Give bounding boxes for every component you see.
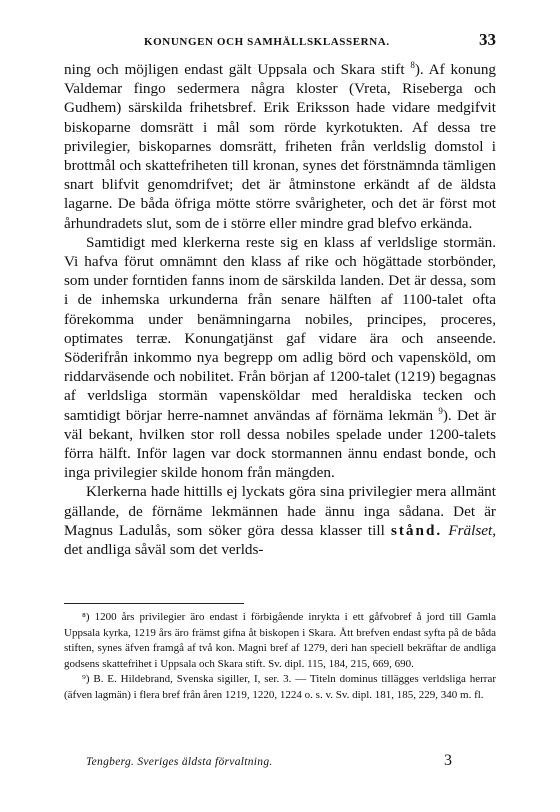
paragraph-3-italic-word: Frälset, (448, 521, 496, 539)
footnote-8: ⁸) 1200 års privilegier äro endast i förbigående inrykta i ett gåfvobref å jord till Gamla Uppsala kyrka, 1219 års äro främst gifna åt biskopen i Skara. Ått brefven endast syfta på de båda stiften, synes äfven framgå af två kon. Magni bref af 1279, deri han speciell bekräftar de andliga godsens skattefrihet i Uppsala och Skara stift. Sv. dipl. 115, 184, 215, 669, 690. (64, 611, 496, 670)
paragraph-2 (64, 233, 496, 483)
footnotes (64, 610, 496, 704)
paragraph-3-spaced-word: stånd. (390, 521, 443, 539)
body-text (64, 60, 496, 559)
running-head (64, 30, 496, 50)
footnote-ref-9: 9 (438, 405, 443, 416)
paragraph-3 (64, 482, 496, 559)
paragraph-2-text-b: ). Det är väl bekant, hvilken stor roll dessa nobiles spelade under 1200-talets förra hälft. Inför lagen var dock stormannen ännu endast bonde, och inga privilegier skilde honom från mängden. (64, 406, 497, 482)
sheet-number: 3 (444, 752, 452, 769)
signature-line: Tengberg. Sveriges äldsta förvaltning. (86, 756, 273, 768)
paragraph-2-text-a: Samtidigt med klerkerna reste sig en klass af verldslige stormän. Vi hafva förut omnämnt den klass af rike och högättade storbönder, som under forntiden fanns inom de särskilda landen. Det är dessa, som i de inhemska urkunderna från senare hälften af 1100-talet ofta förekomma under benämningarna nobiles, principes, proceres, optimates terræ. Konungatjänst gaf vidare ära och anseende. Söderifrån inkommo nya begrepp om adlig börd och vapensköld, om riddarväsende och nobilitet. Från början af 1200-talet (1219) begagnas af verldsliga stormän vapensköldar med heraldiska tecken och samtidigt börjar herre-namnet användas af förnäma lekmän (64, 233, 496, 424)
page-number: 33 (479, 30, 496, 49)
paragraph-1 (64, 60, 496, 233)
footnote-rule (64, 603, 244, 604)
footnote-9: ⁹) B. E. Hildebrand, Svenska sigiller, I, ser. 3. — Titeln dominus tillägges verldsliga herrar (äfven lagmän) i flera bref från åren 1219, 1220, 1224 o. s. v. Sv. dipl. 181, 185, 229, 340 m. fl. (64, 673, 496, 701)
footnote-ref-8: 8 (410, 59, 415, 70)
paragraph-3-text-a: Klerkerna hade hittills ej lyckats göra sina privilegier mera allmänt gällande, de förnäme lekmännen hade ännu inga sådana. Det är Magnus Ladulås, som söker göra dessa klasser till (64, 483, 496, 539)
running-title: KONUNGEN OCH SAMHÄLLSKLASSERNA. (144, 36, 390, 48)
paragraph-1-text-b: ). Af konung Valdemar fingo sedermera några kloster (Vreta, Riseberga och Gudhem) särskilda frihetsbref. Erik Eriksson hade vidare medgifvit biskoparne domsrätt i mål som rörde kyrkotukten. Af dessa tre privilegier, biskoparnes domsrätt, friheten från verldslig domstol i brottmål och skattefriheten till kronan, synes det förstnämnda tämligen snart blifvit genomdrifvet; det är åtminstone erkändt af de äldsta lagarne. De båda öfriga mötte större svårigheter, och det är först mot århundradets slut, som de i större eller mindre grad blefvo erkända. (64, 61, 497, 232)
paragraph-3-text-b: det andliga såväl som det verlds- (64, 541, 264, 559)
paragraph-1-text-a: ning och möjligen endast gält Uppsala och Skara stift (64, 61, 405, 78)
page-footer (86, 752, 452, 770)
